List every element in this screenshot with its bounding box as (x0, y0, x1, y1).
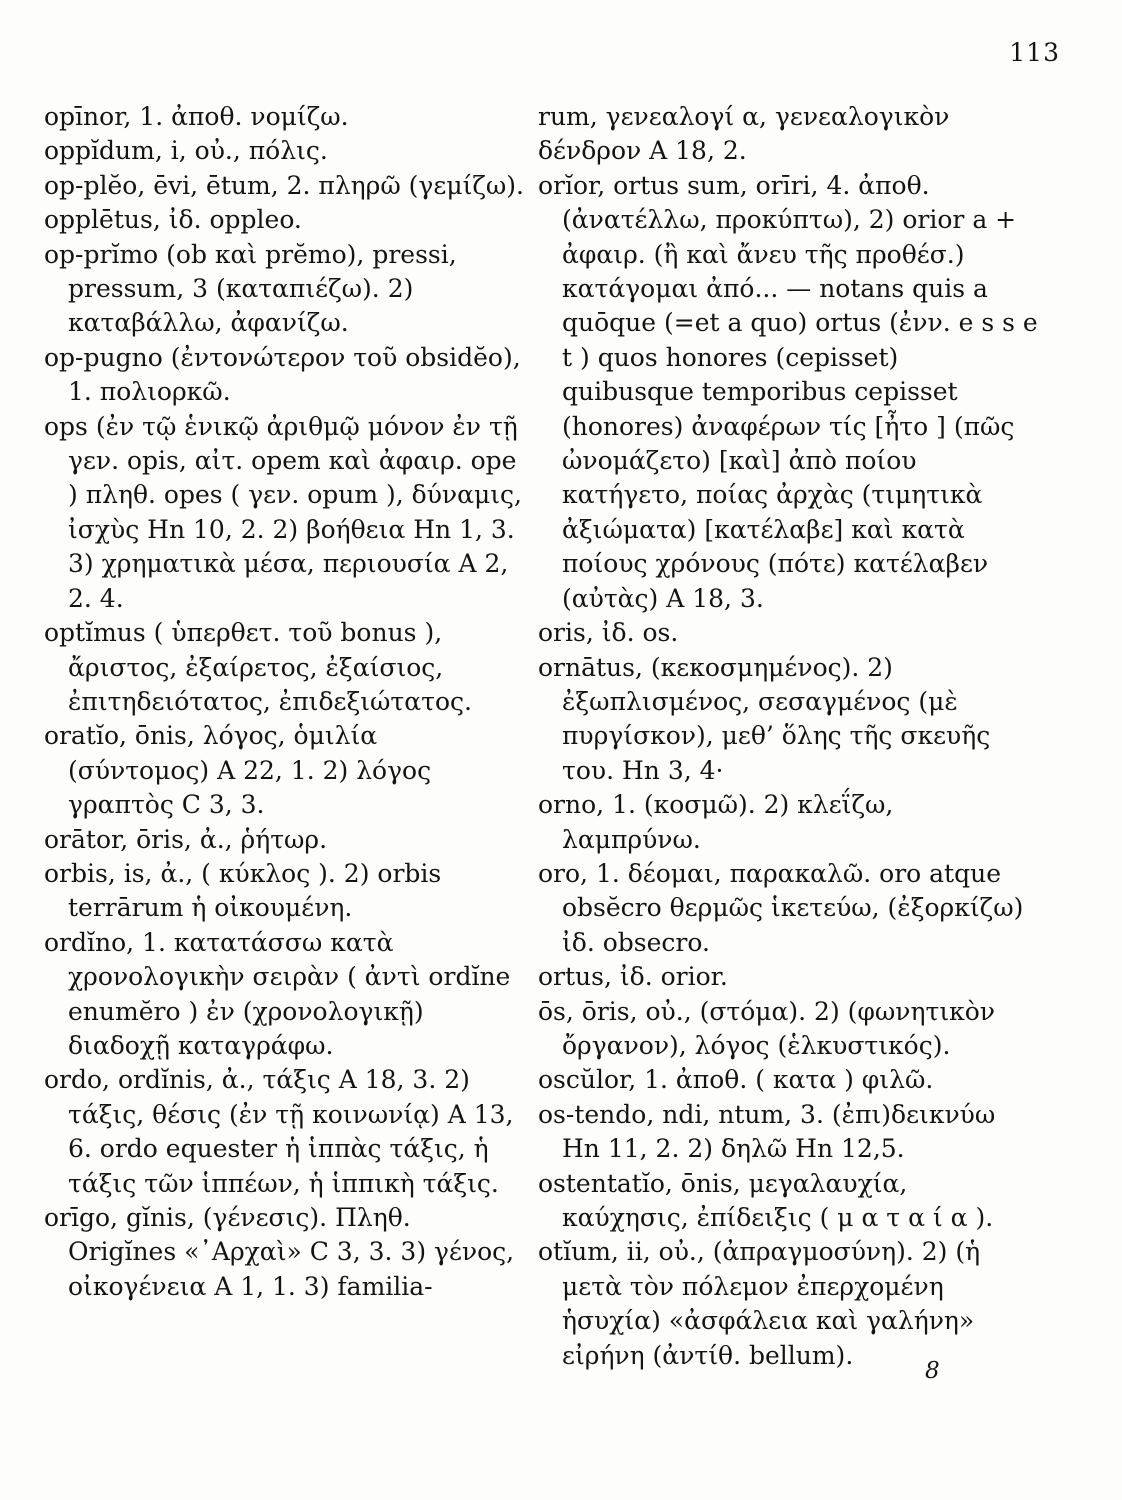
dictionary-entry: orĭor, ortus sum, orīri, 4. ἀποθ. (ἀνατέλλω, προκύπτω), 2) orior a + ἀφαιρ. (ἢ καὶ ἄνευ τῆς προθέσ.) κατάγομαι ἀπό... — notans quis a quōque (=et a quo) ortus (ἐνν. e s s e t ) quos honores (cepisset) quibusque temporibus cepisset (honores) ἀναφέρων τίς [ἦτο ] (πῶς ὠνομάζετο) [καὶ] ἀπὸ ποίου κατήγετο, ποίας ἀρχὰς (τιμητικὰ ἀξιώματα) [κατέλαβε] καὶ κατὰ ποίους χρόνους (πότε) κατέλαβεν (αὐτὰς) A 18, 3. (538, 170, 1038, 613)
dictionary-entry: ornātus, (κεκοσμημένος). 2) ἐξωπλισμένος, σεσαγμένος (μὲ πυργίσκον), μεθ’ ὅλης τῆς σκευῆς του. Hn 3, 4· (538, 652, 991, 785)
dictionary-entry: ōs, ōris, οὐ., (στόμα). 2) (φωνητικὸν ὄργανον), λόγος (ἑλκυστικός). (538, 996, 995, 1060)
dictionary-entry: opplētus, ἰδ. oppleo. (44, 205, 302, 235)
page-number: 113 (1009, 38, 1060, 67)
right-column (538, 100, 1038, 1373)
dictionary-entry: op-plĕo, ēvi, ētum, 2. πληρῶ (γεμίζω). (44, 170, 525, 200)
dictionary-entry: op-prĭmo (ob καὶ prĕmo), pressi, pressum, 3 (καταπιέζω). 2) καταβάλλω, ἀφανίζω. (44, 239, 457, 338)
dictionary-entry: ordĭno, 1. κατατάσσω κατὰ χρονολογικὴν σειρὰν ( ἀντὶ ordĭne enumĕro ) ἐν (χρονολογικῇ) διαδοχῇ καταγράφω. (44, 927, 511, 1060)
dictionary-entry: orātor, ōris, ἀ., ῥήτωρ. (44, 824, 328, 854)
signature-mark: 8 (925, 1358, 940, 1384)
dictionary-entry: orbis, is, ἀ., ( κύκλος ). 2) orbis terrārum ἡ οἰκουμένη. (44, 858, 442, 923)
dictionary-entry: oratĭo, ōnis, λόγος, ὁμιλία (σύντομος) A 22, 1. 2) λόγος γραπτὸς C 3, 3. (44, 721, 432, 820)
dictionary-entry: orīgo, gĭnis, (γένεσις). Πληθ. Origĭnes «᾿Αρχαὶ» C 3, 3. 3) γένος, οἰκογένεια A 1, 1. 3) familia- (44, 1203, 515, 1301)
dictionary-entry: oscŭlor, 1. ἀποθ. ( κατα ) φιλῶ. (538, 1065, 934, 1095)
dictionary-entry: ordo, ordĭnis, ἀ., τάξις A 18, 3. 2) τάξις, θέσις (ἐν τῇ κοινωνίᾳ) A 13, 6. ordo equester ἡ ἱππὰς τάξις, ἡ τάξις τῶν ἱππέων, ἡ ἱππικὴ τάξις. (44, 1065, 514, 1198)
dictionary-entry-continued: rum, γενεαλογί α, γενεαλογικὸν δένδρον A 18, 2. (538, 102, 950, 166)
dictionary-entry: orno, 1. (κοσμῶ). 2) κλεΐζω, λαμπρύνω. (538, 790, 894, 854)
dictionary-entry: ortus, ἰδ. orior. (538, 962, 728, 992)
left-column (44, 100, 524, 1304)
dictionary-entry: oris, ἰδ. os. (538, 618, 679, 648)
dictionary-entry: oppĭdum, i, οὐ., πόλις. (44, 136, 328, 166)
dictionary-entry: opīnor, 1. ἀποθ. νομίζω. (44, 102, 349, 131)
dictionary-entry: optĭmus ( ὑπερθετ. τοῦ bonus ), ἄριστος, ἐξαίρετος, ἐξαίσιος, ἐπιτηδειότατος, ἐπιδεξιώτατος. (44, 618, 472, 716)
dictionary-entry: otĭum, ii, οὐ., (ἀπραγμοσύνη). 2) (ἡ μετὰ τὸν πόλεμον ἐπερχομένη ἡσυχία) «ἀσφάλεια καὶ γαλήνη» εἰρήνη (ἀντίθ. bellum). (538, 1237, 981, 1370)
dictionary-entry: os-tendo, ndi, ntum, 3. (ἐπι)δεικνύω Hn 11, 2. 2) δηλῶ Hn 12,5. (538, 1099, 996, 1164)
dictionary-entry: op-pugno (ἐντονώτερον τοῦ obsidĕo), 1. πολιορκῶ. (44, 342, 521, 407)
dictionary-entry: ops (ἐν τῷ ἑνικῷ ἀριθμῷ μόνον ἐν τῇ γεν. opis, αἰτ. opem καὶ ἀφαιρ. ope ) πληθ. opes ( γεν. opum ), δύναμις, ἰσχὺς Hn 10, 2. 2) βοήθεια Hn 1, 3. 3) χρηματικὰ μέσα, περιουσία A 2, 2. 4. (44, 411, 522, 613)
dictionary-entry: oro, 1. δέομαι, παρακαλῶ. oro atque obsĕcro θερμῶς ἱκετεύω, (ἐξορκίζω) ἰδ. obsecro. (538, 858, 1024, 957)
dictionary-entry: ostentatĭo, ōnis, μεγαλαυχία, καύχησις, ἐπίδειξις ( μ α τ α ί α ). (538, 1168, 994, 1232)
